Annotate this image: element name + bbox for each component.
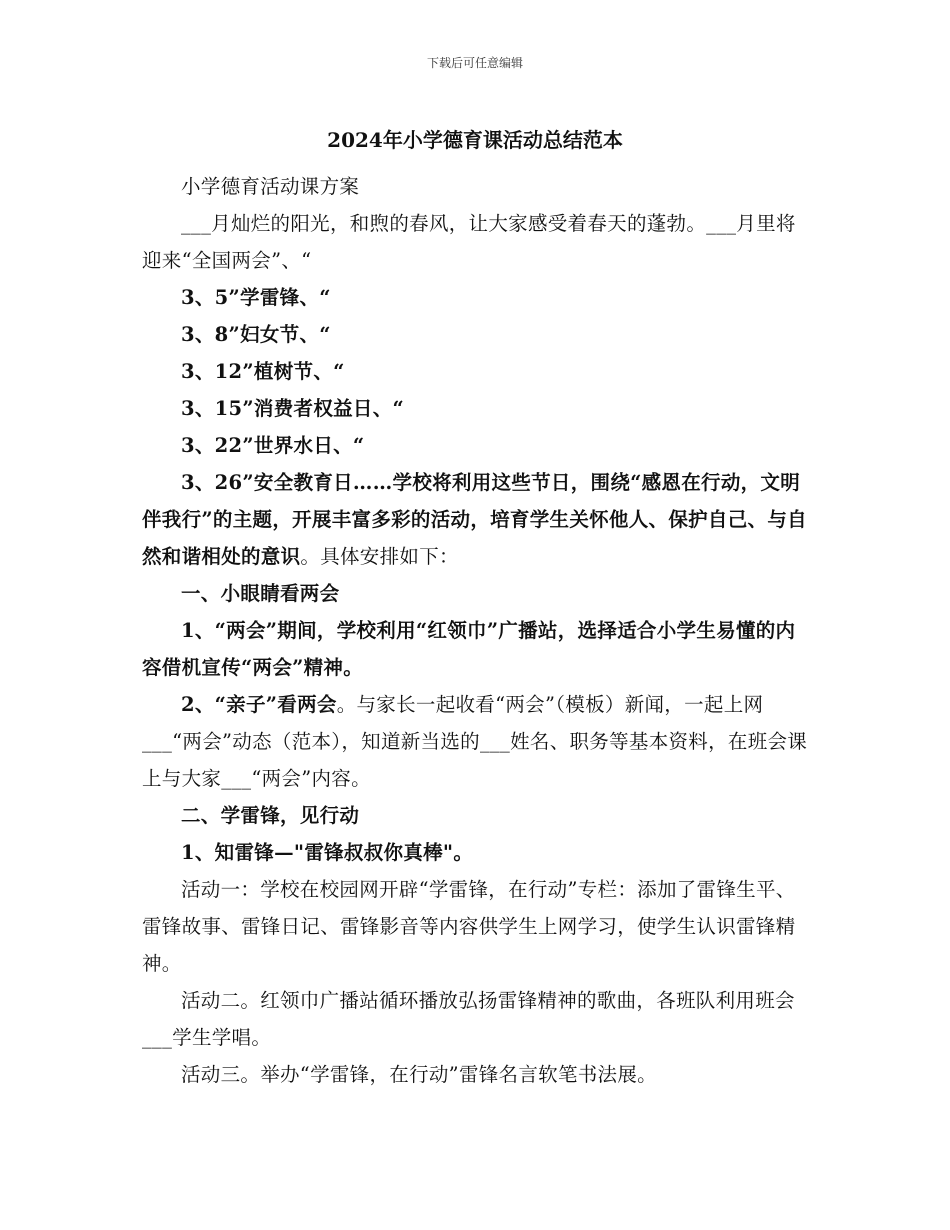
paragraph (142, 686, 812, 797)
paragraph: 3、22”世界水日、“ (181, 434, 365, 457)
paragraph: 3、15”消费者权益日、“ (181, 397, 405, 420)
bold-text: 2、“亲子”看两会 (181, 693, 337, 716)
plain-text: 。具体安排如下： (300, 545, 459, 568)
document-body (142, 168, 812, 1093)
plain-text: 。与家长一起收看“两会”（模板）新闻，一起上网___“两会”动态（范本），知道新当选的___姓名、职务等基本资料，在班会课上与大家___“两会”内容。 (142, 693, 808, 790)
paragraph: ___月灿烂的阳光，和煦的春风，让大家感受着春天的蓬勃。___月里将迎来“全国两会”、“ (142, 212, 796, 272)
page-header: 下载后可任意编辑 (426, 56, 523, 70)
paragraph: 1、知雷锋—"雷锋叔叔你真棒"。 (181, 841, 474, 864)
paragraph (142, 464, 812, 575)
paragraph: 3、12”植树节、“ (181, 360, 345, 383)
paragraph: 活动二。红领巾广播站循环播放弘扬雷锋精神的歌曲，各班队利用班会___学生学唱。 (142, 989, 795, 1049)
paragraph: 小学德育活动课方案 (181, 175, 360, 198)
paragraph: 3、8”妇女节、“ (181, 323, 331, 346)
section-heading: 一、小眼睛看两会 (181, 582, 340, 605)
document-title: 2024年小学德育课活动总结范本 (327, 128, 623, 152)
bold-text: 3、26”安全教育日……学校将利用这些节日，围绕“感恩在行动，文明伴我行”的主题，开展丰富多彩的活动，培育学生关怀他人、保护自己、与自然和谐相处的意识 (142, 471, 807, 568)
section-heading: 二、学雷锋，见行动 (181, 804, 360, 827)
paragraph: 活动一：学校在校园网开辟“学雷锋，在行动”专栏：添加了雷锋生平、雷锋故事、雷锋日记、雷锋影音等内容供学生上网学习，使学生认识雷锋精神。 (142, 878, 796, 975)
paragraph: 活动三。举办“学雷锋，在行动”雷锋名言软笔书法展。 (181, 1063, 657, 1086)
paragraph: 1、“两会”期间，学校利用“红领巾”广播站，选择适合小学生易懂的内容借机宣传“两会”精神。 (142, 619, 796, 679)
paragraph: 3、5”学雷锋、“ (181, 286, 331, 309)
